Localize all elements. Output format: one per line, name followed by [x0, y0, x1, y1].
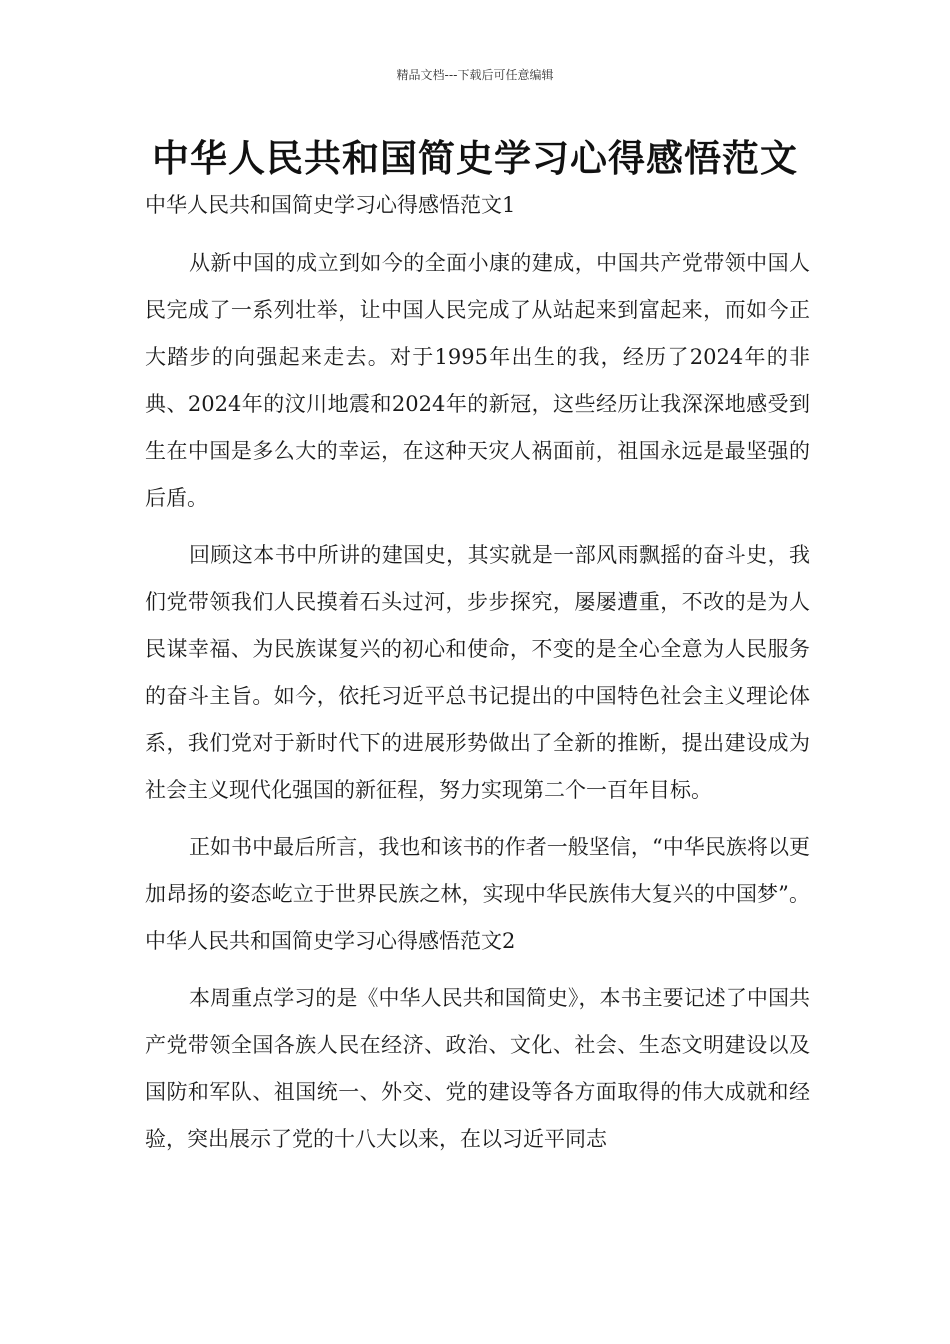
paragraph: 从新中国的成立到如今的全面小康的建成，中国共产党带领中国人民完成了一系列壮举，让中国人民完成了从站起来到富起来，而如今正大踏步的向强起来走去。对于1995年出生的我，经历了2024年的非典、2024年的汶川地震和2024年的新冠，这些经历让我深深地感受到生在中国是多么大的幸运，在这种天灾人祸面前，祖国永远是最坚强的后盾。	[145, 251, 810, 510]
header-note: 精品文档---下载后可任意编辑	[396, 68, 554, 82]
section-subtitle: 中华人民共和国简史学习心得感悟范文1	[145, 193, 516, 217]
paragraph: 回顾这本书中所讲的建国史，其实就是一部风雨飘摇的奋斗史，我们党带领我们人民摸着石头过河，步步探究，屡屡遭重，不改的是为人民谋幸福、为民族谋复兴的初心和使命，不变的是全心全意为人民服务的奋斗主旨。如今，依托习近平总书记提出的中国特色社会主义理论体系，我们党对于新时代下的进展形势做出了全新的推断，提出建设成为社会主义现代化强国的新征程，努力实现第二个一百年目标。	[145, 543, 810, 802]
document-body	[145, 182, 810, 1163]
paragraph: 正如书中最后所言，我也和该书的作者一般坚信，“中华民族将以更加昂扬的姿态屹立于世界民族之林，实现中华民族伟大复兴的中国梦”。中华人民共和国简史学习心得感悟范文2	[145, 835, 810, 953]
document-title: 中华人民共和国简史学习心得感悟范文	[152, 137, 798, 180]
paragraph: 本周重点学习的是《中华人民共和国简史》，本书主要记述了中国共产党带领全国各族人民在经济、政治、文化、社会、生态文明建设以及国防和军队、祖国统一、外交、党的建设等各方面取得的伟大成就和经验，突出展示了党的十八大以来，在以习近平同志	[145, 986, 810, 1151]
